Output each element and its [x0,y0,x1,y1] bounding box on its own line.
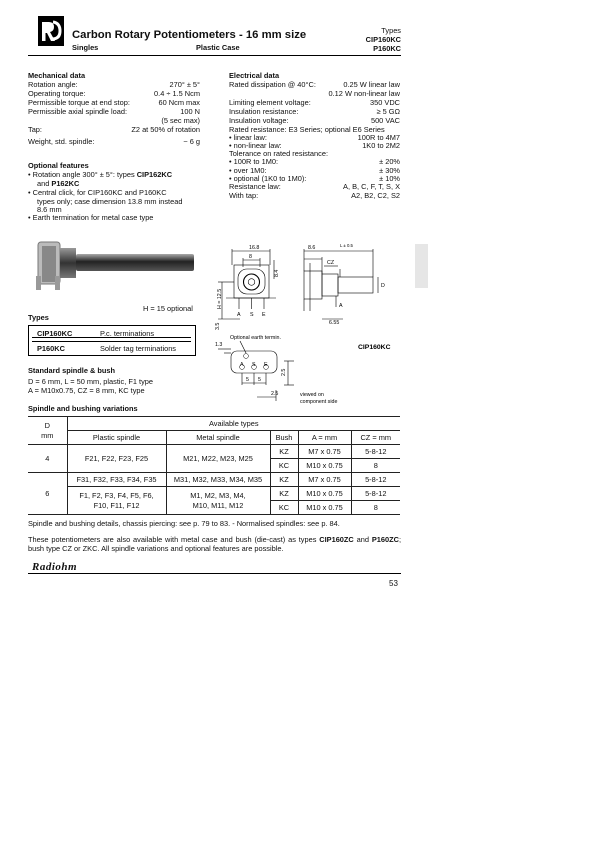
bush-cell: KZ [270,487,298,501]
pin-e: E [262,312,266,318]
elec-row: Rated dissipation @ 40°C: 0.25 W linear law [229,80,400,89]
earth-label: Optional earth termin. [230,335,281,341]
cz-cell: 5-8-12 [351,445,400,459]
dim-2-5-vert: 2.5 [281,368,287,376]
bush-cell: KC [270,459,298,473]
dim-cz: CZ [327,260,335,266]
plastic-cell: F1, F2, F3, F4, F5, F6, [79,490,154,500]
elec-row: With tap: A2, B2, C2, S2 [229,191,400,200]
types-heading: Types [28,313,49,322]
metal-cell: M1, M2, M3, M4, [190,490,246,500]
a-cell: M10 x 0.75 [298,487,351,501]
a-cell: M7 x 0.75 [298,445,351,459]
pin-s-bottom: S [252,362,256,368]
subtitle-case: Plastic Case [196,43,240,52]
elec-row: • optional (1K0 to 1M0): ± 10% [229,174,400,183]
types-row-desc: P.c. terminations [100,329,155,338]
optional-item: 8.6 mm [37,205,62,214]
footer-rule [28,573,401,574]
mechanical-heading: Mechanical data [28,71,86,80]
bush-cell: KC [270,501,298,515]
optional-item: • Rotation angle 300° ± 5°: types CIP162KC [28,170,173,179]
dim-3-5: 3.5 [215,322,221,330]
page-title: Carbon Rotary Potentiometers - 16 mm size [72,29,307,41]
a-cell: M7 x 0.75 [298,473,351,487]
note-line: Spindle and bushing details, chassis piercing: see p. 79 to 83. - Normalised spindles: see p. 84. [28,519,340,528]
dim-h: H = 12.5 [217,288,223,309]
metal-cell: M31, M32, M33, M34, M35 [166,473,270,487]
drawing-label: CIP160KC [358,344,391,351]
dim-5-b: 5 [258,377,261,383]
subtitle-singles: Singles [72,43,99,52]
elec-row: • 100R to 1M0: ± 20% [229,157,400,166]
d-6: 6 [28,473,67,515]
col-available: Available types [67,417,400,431]
viewed-note: viewed on [300,392,324,398]
elec-row: 0.12 W non-linear law [328,89,400,98]
standard-heading: Standard spindle & bush [28,366,116,375]
dim-a: A [339,303,343,309]
brand-logo: Radiohm [32,561,78,573]
types-label: Types [381,26,401,35]
dim-2-5-horiz: 2.5 [271,391,279,397]
mech-row: Permissible torque at end stop: 60 Ncm max [28,98,200,107]
elec-row: Resistance law: A, B, C, F, T, S, X [229,182,400,191]
optional-item: • Earth termination for metal case type [28,213,154,222]
a-cell: M10 x 0.75 [298,459,351,473]
bush-cell: KZ [270,473,298,487]
mech-row: (5 sec max) [161,116,200,125]
elec-row: • non-linear law: 1K0 to 2M2 [229,141,400,150]
pin-e-bottom: E [264,362,268,368]
standard-line: A = M10x0.75, CZ = 8 mm, KC type [28,386,145,395]
variations-table [28,416,400,515]
header-rule [28,55,401,56]
mech-row: Weight, std. spindle: ~ 6 g [28,137,200,146]
col-plastic: Plastic spindle [67,431,166,445]
dim-16-8: 16.8 [249,245,260,251]
optional-heading: Optional features [28,161,89,170]
elec-row: Limiting element voltage: 350 VDC [229,98,400,107]
mech-row: Permissible axial spindle load: 100 N [28,107,200,116]
dim-5-a: 5 [246,377,249,383]
elec-row: Insulation resistance: ≥ 5 GΩ [229,107,400,116]
pin-a: A [237,312,241,318]
edge-marker [415,244,428,288]
types-row-type: P160KC [37,344,65,353]
dim-8-6: 8.6 [308,245,316,251]
types-row-type: CIP160KC [37,329,73,338]
col-d: D [44,420,50,430]
mech-row: Rotation angle: 270° ± 5° [28,80,200,89]
dimension-drawing [200,235,410,410]
type-p160kc: P160KC [373,44,401,53]
types-row-desc: Solder tag terminations [100,344,176,353]
pin-a-bottom: A [240,362,244,368]
d-4: 4 [28,445,67,473]
elec-row: • linear law: 100R to 4M7 [229,133,400,142]
elec-row: Rated resistance: E3 Series; optional E6 Series [229,125,385,134]
col-a: A = mm [298,431,351,445]
types-table [28,325,196,356]
elec-row: • over 1M0: ± 30% [229,166,400,175]
company-logo [38,16,64,46]
cz-cell: 5-8-12 [351,473,400,487]
col-metal: Metal spindle [166,431,270,445]
a-cell: M10 x 0.75 [298,501,351,515]
dim-6-55: 6.55 [329,320,340,326]
electrical-heading: Electrical data [229,71,280,80]
plastic-cell: F10, F11, F12 [93,500,140,510]
product-photo [30,238,205,300]
mech-row: Operating torque: 0.4 ÷ 1.5 Ncm [28,89,200,98]
col-bush: Bush [270,431,298,445]
photo-caption: H = 15 optional [143,304,193,313]
cz-cell: 5-8-12 [351,487,400,501]
elec-row: Insulation voltage: 500 VAC [229,116,400,125]
cz-cell: 8 [351,459,400,473]
page-number: 53 [389,579,398,588]
optional-item: • Central click, for CIP160KC and P160KC [28,188,167,197]
dim-1-3: 1.3 [215,342,223,348]
note-paragraph: These potentiometers are also available with metal case and bush (die-cast) as types CIP160ZC and P160ZC; bush type CZ or ZKC. All spindle variations and optional features are possible. [28,535,401,553]
dim-8-4: 8.4 [274,269,280,277]
bush-cell: KZ [270,445,298,459]
col-mm: mm [41,430,54,440]
dim-8: 8 [249,254,252,260]
optional-item: and P162KC [37,179,80,188]
elec-row: Tolerance on rated resistance: [229,149,329,158]
pin-s: S [250,312,254,318]
col-cz: CZ = mm [351,431,400,445]
metal-cell: M10, M11, M12 [192,500,244,510]
optional-item: types only; case dimension 13.8 mm instead [37,197,183,206]
standard-line: D = 6 mm, L = 50 mm, plastic, F1 type [28,377,153,386]
plastic-cell: F21, F22, F23, F25 [67,445,166,473]
variations-heading: Spindle and bushing variations [28,404,138,413]
dim-l: L ± 0.5 [340,243,353,248]
cz-cell: 8 [351,501,400,515]
type-cip160kc: CIP160KC [365,35,401,44]
dim-d: D [381,283,385,289]
viewed-note: component side [300,399,338,405]
metal-cell: M21, M22, M23, M25 [166,445,270,473]
plastic-cell: F31, F32, F33, F34, F35 [67,473,166,487]
mech-row: Tap: Z2 at 50% of rotation [28,125,200,134]
